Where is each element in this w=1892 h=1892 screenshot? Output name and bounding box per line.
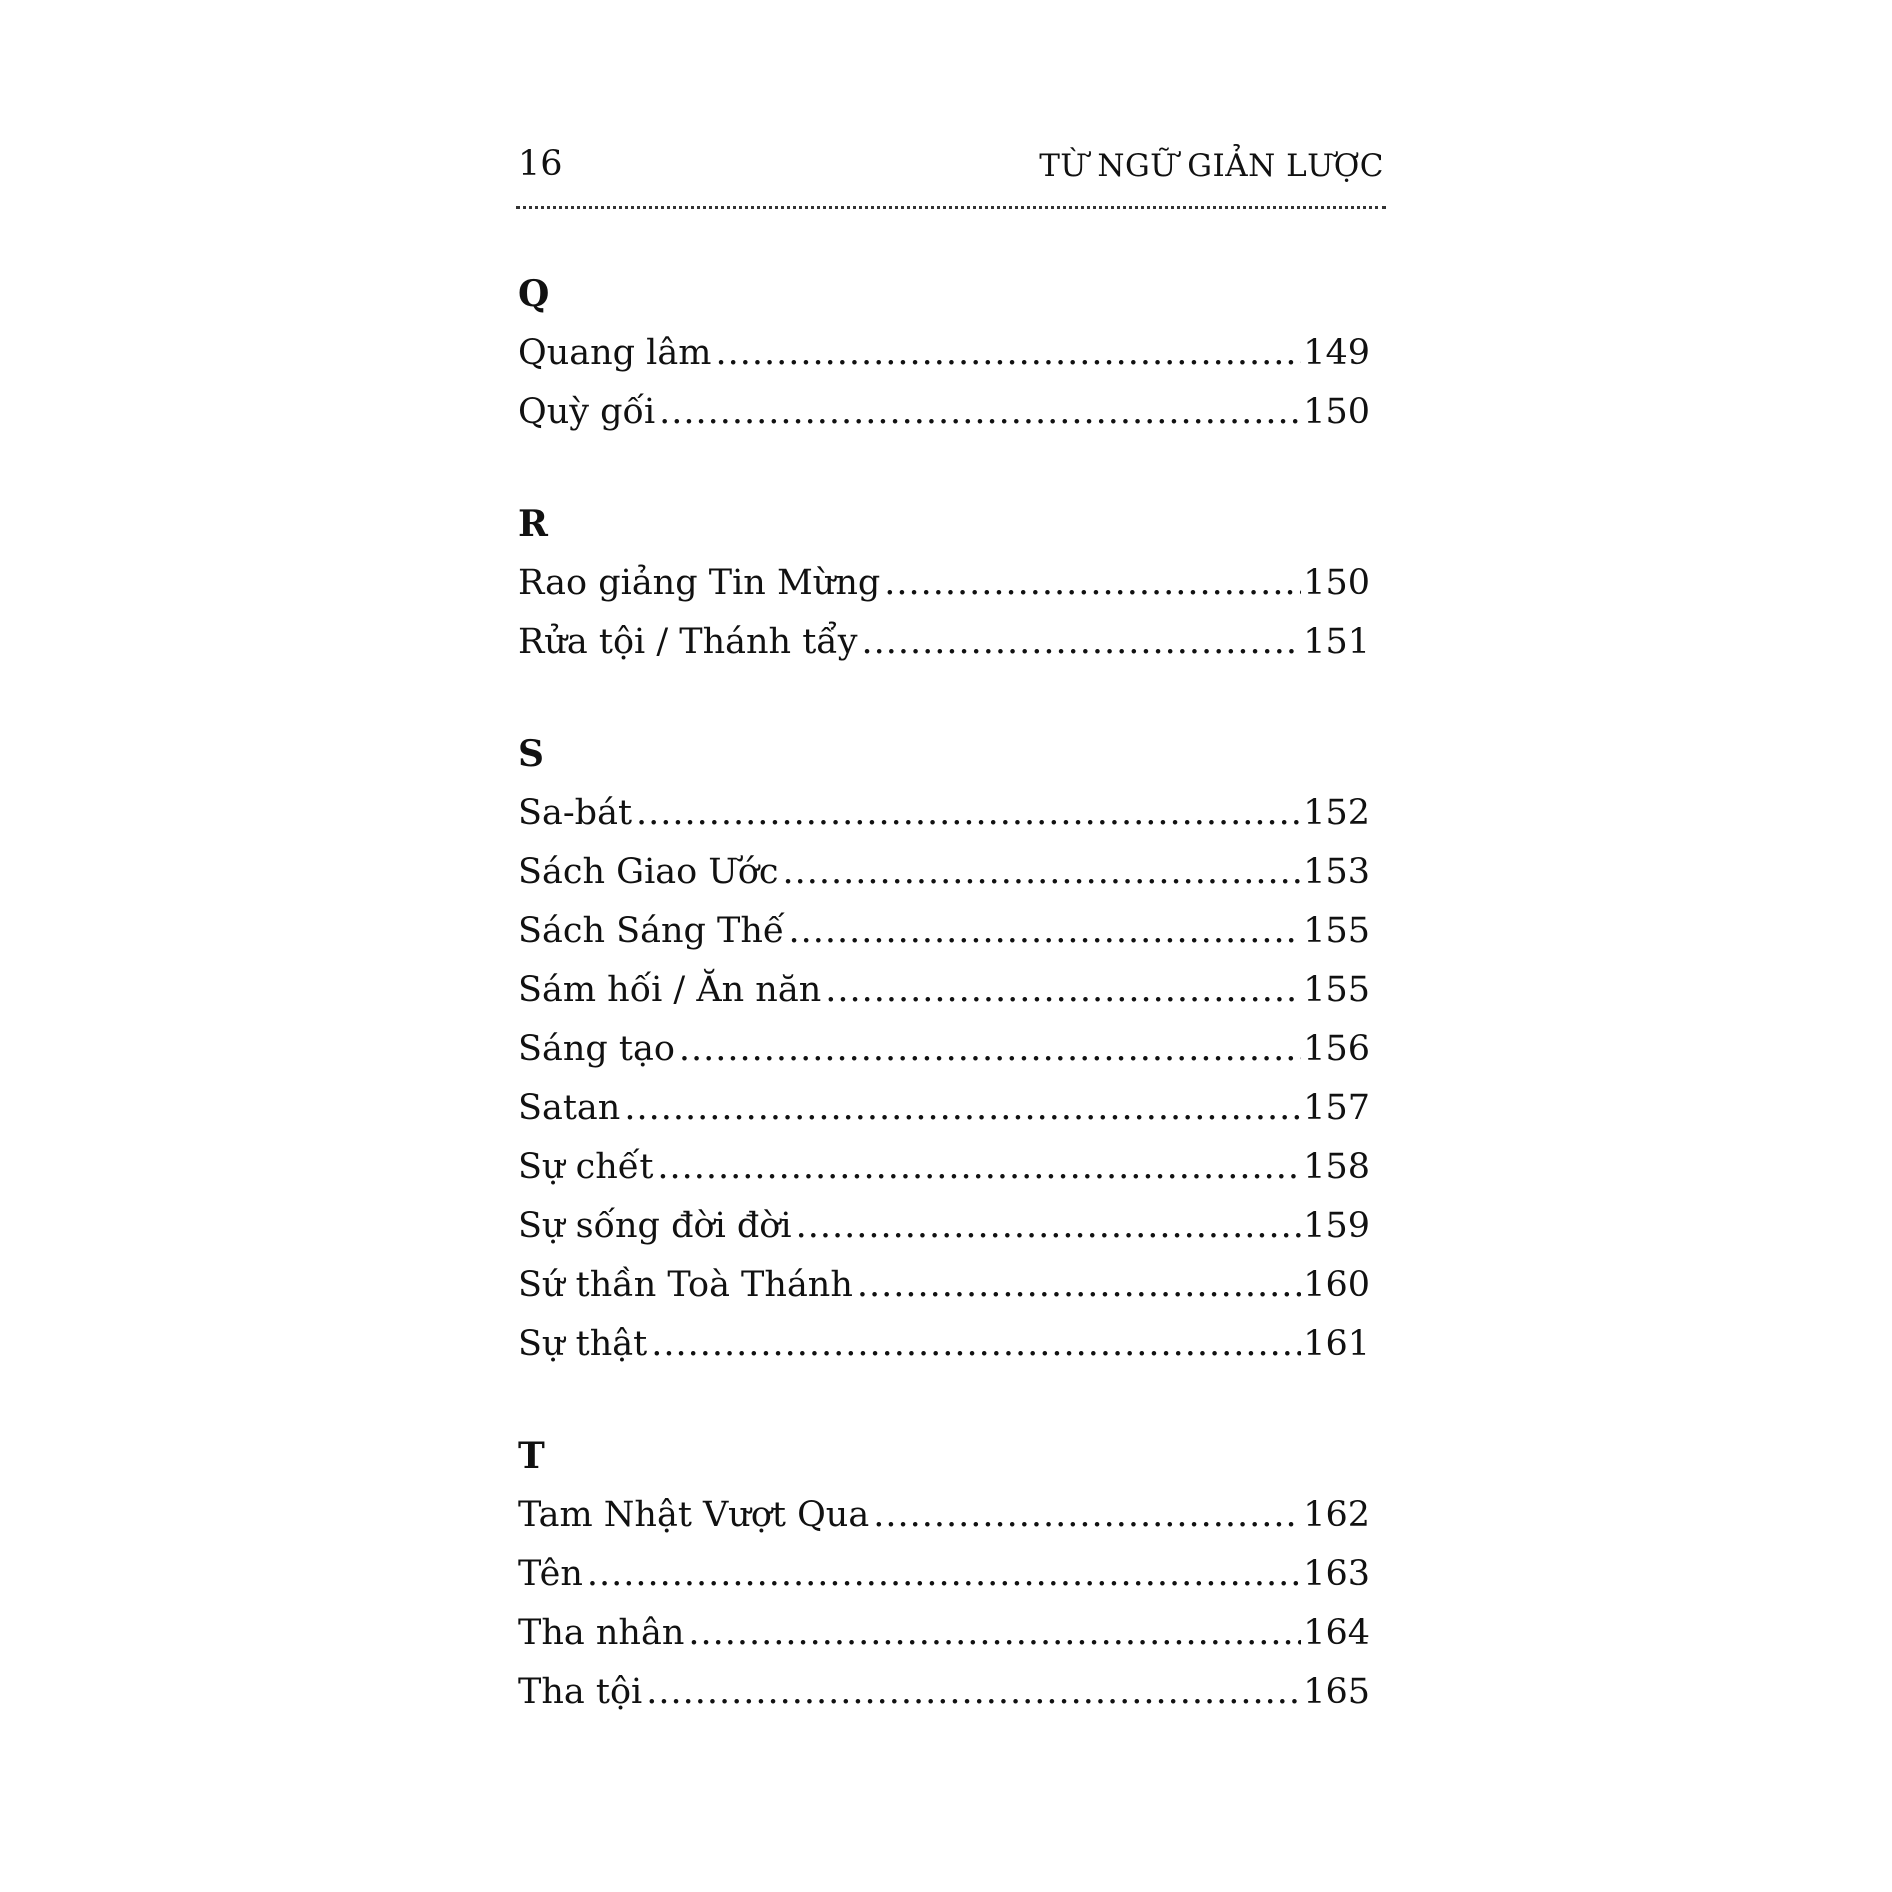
entry-term: Sa-bát	[518, 793, 633, 833]
entry-term: Quỳ gối	[518, 392, 656, 432]
index-entry	[518, 1079, 1370, 1138]
entry-page: 163	[1303, 1554, 1370, 1594]
entry-page: 157	[1303, 1088, 1370, 1128]
entry-page: 155	[1303, 911, 1370, 951]
dot-leader	[624, 1079, 1301, 1138]
dot-leader	[783, 843, 1302, 902]
entry-page: 158	[1303, 1147, 1370, 1187]
dot-leader	[636, 784, 1301, 843]
section-letter: Q	[518, 273, 550, 315]
entry-page: 162	[1303, 1495, 1370, 1535]
entry-page: 160	[1303, 1265, 1370, 1305]
index-entry	[518, 784, 1370, 843]
entry-page: 150	[1303, 563, 1370, 603]
index-entry	[518, 902, 1370, 961]
index-section-s	[518, 724, 1370, 1374]
entry-term: Sáng tạo	[518, 1029, 675, 1069]
entry-term: Sách Sáng Thế	[518, 911, 785, 951]
index-entry	[518, 1315, 1370, 1374]
index-section-t	[518, 1426, 1370, 1722]
entry-term: Rửa tội / Thánh tẩy	[518, 622, 858, 662]
page-number: 16	[518, 144, 563, 184]
index-entry	[518, 1486, 1370, 1545]
entry-page: 153	[1303, 852, 1370, 892]
entry-page: 161	[1303, 1324, 1370, 1364]
dot-leader	[587, 1545, 1301, 1604]
dot-leader	[651, 1315, 1301, 1374]
dot-leader	[657, 1138, 1301, 1197]
index-entry	[518, 961, 1370, 1020]
entry-page: 149	[1303, 333, 1370, 373]
dot-leader	[884, 554, 1301, 613]
index-entry	[518, 1197, 1370, 1256]
dot-leader	[715, 324, 1301, 383]
dot-leader	[796, 1197, 1302, 1256]
index-entry	[518, 324, 1370, 383]
entry-page: 151	[1303, 622, 1370, 662]
index-list	[518, 264, 1370, 1774]
dot-leader	[825, 961, 1301, 1020]
entry-page: 155	[1303, 970, 1370, 1010]
entry-term: Sách Giao Ước	[518, 852, 779, 892]
dot-leader	[788, 902, 1301, 961]
index-entry	[518, 1604, 1370, 1663]
header-dotted-rule	[516, 206, 1386, 209]
entry-page: 165	[1303, 1672, 1370, 1712]
index-entry	[518, 1138, 1370, 1197]
index-section-q	[518, 264, 1370, 442]
index-entry	[518, 613, 1370, 672]
entry-page: 156	[1303, 1029, 1370, 1069]
section-letter: T	[518, 1435, 545, 1477]
dot-leader	[857, 1256, 1301, 1315]
entry-term: Quang lâm	[518, 333, 712, 373]
index-entry	[518, 1256, 1370, 1315]
dot-leader	[659, 383, 1301, 442]
index-entry	[518, 843, 1370, 902]
entry-term: Tha nhân	[518, 1613, 685, 1653]
entry-term: Tam Nhật Vượt Qua	[518, 1495, 870, 1535]
entry-term: Tên	[518, 1554, 583, 1594]
entry-term: Sự chết	[518, 1147, 654, 1187]
entry-page: 152	[1303, 793, 1370, 833]
entry-term: Sám hối / Ăn năn	[518, 970, 822, 1010]
dot-leader	[688, 1604, 1301, 1663]
entry-term: Sự sống đời đời	[518, 1206, 792, 1246]
entry-term: Sự thật	[518, 1324, 648, 1364]
dot-leader	[646, 1663, 1301, 1722]
entry-term: Satan	[518, 1088, 621, 1128]
section-letter: S	[518, 733, 544, 775]
entry-term: Sứ thần Toà Thánh	[518, 1265, 853, 1305]
dot-leader	[873, 1486, 1301, 1545]
entry-page: 150	[1303, 392, 1370, 432]
entry-term: Rao giảng Tin Mừng	[518, 563, 881, 603]
index-section-r	[518, 494, 1370, 672]
index-entry	[518, 1545, 1370, 1604]
index-entry	[518, 554, 1370, 613]
dot-leader	[679, 1020, 1301, 1079]
section-letter: R	[518, 503, 548, 545]
entry-page: 159	[1303, 1206, 1370, 1246]
running-title: TỪ NGỮ GIẢN LƯỢC	[1039, 148, 1384, 184]
index-entry	[518, 1663, 1370, 1722]
entry-term: Tha tội	[518, 1672, 643, 1712]
index-entry	[518, 1020, 1370, 1079]
entry-page: 164	[1303, 1613, 1370, 1653]
page-header	[518, 132, 1384, 182]
index-entry	[518, 383, 1370, 442]
dot-leader	[862, 613, 1302, 672]
